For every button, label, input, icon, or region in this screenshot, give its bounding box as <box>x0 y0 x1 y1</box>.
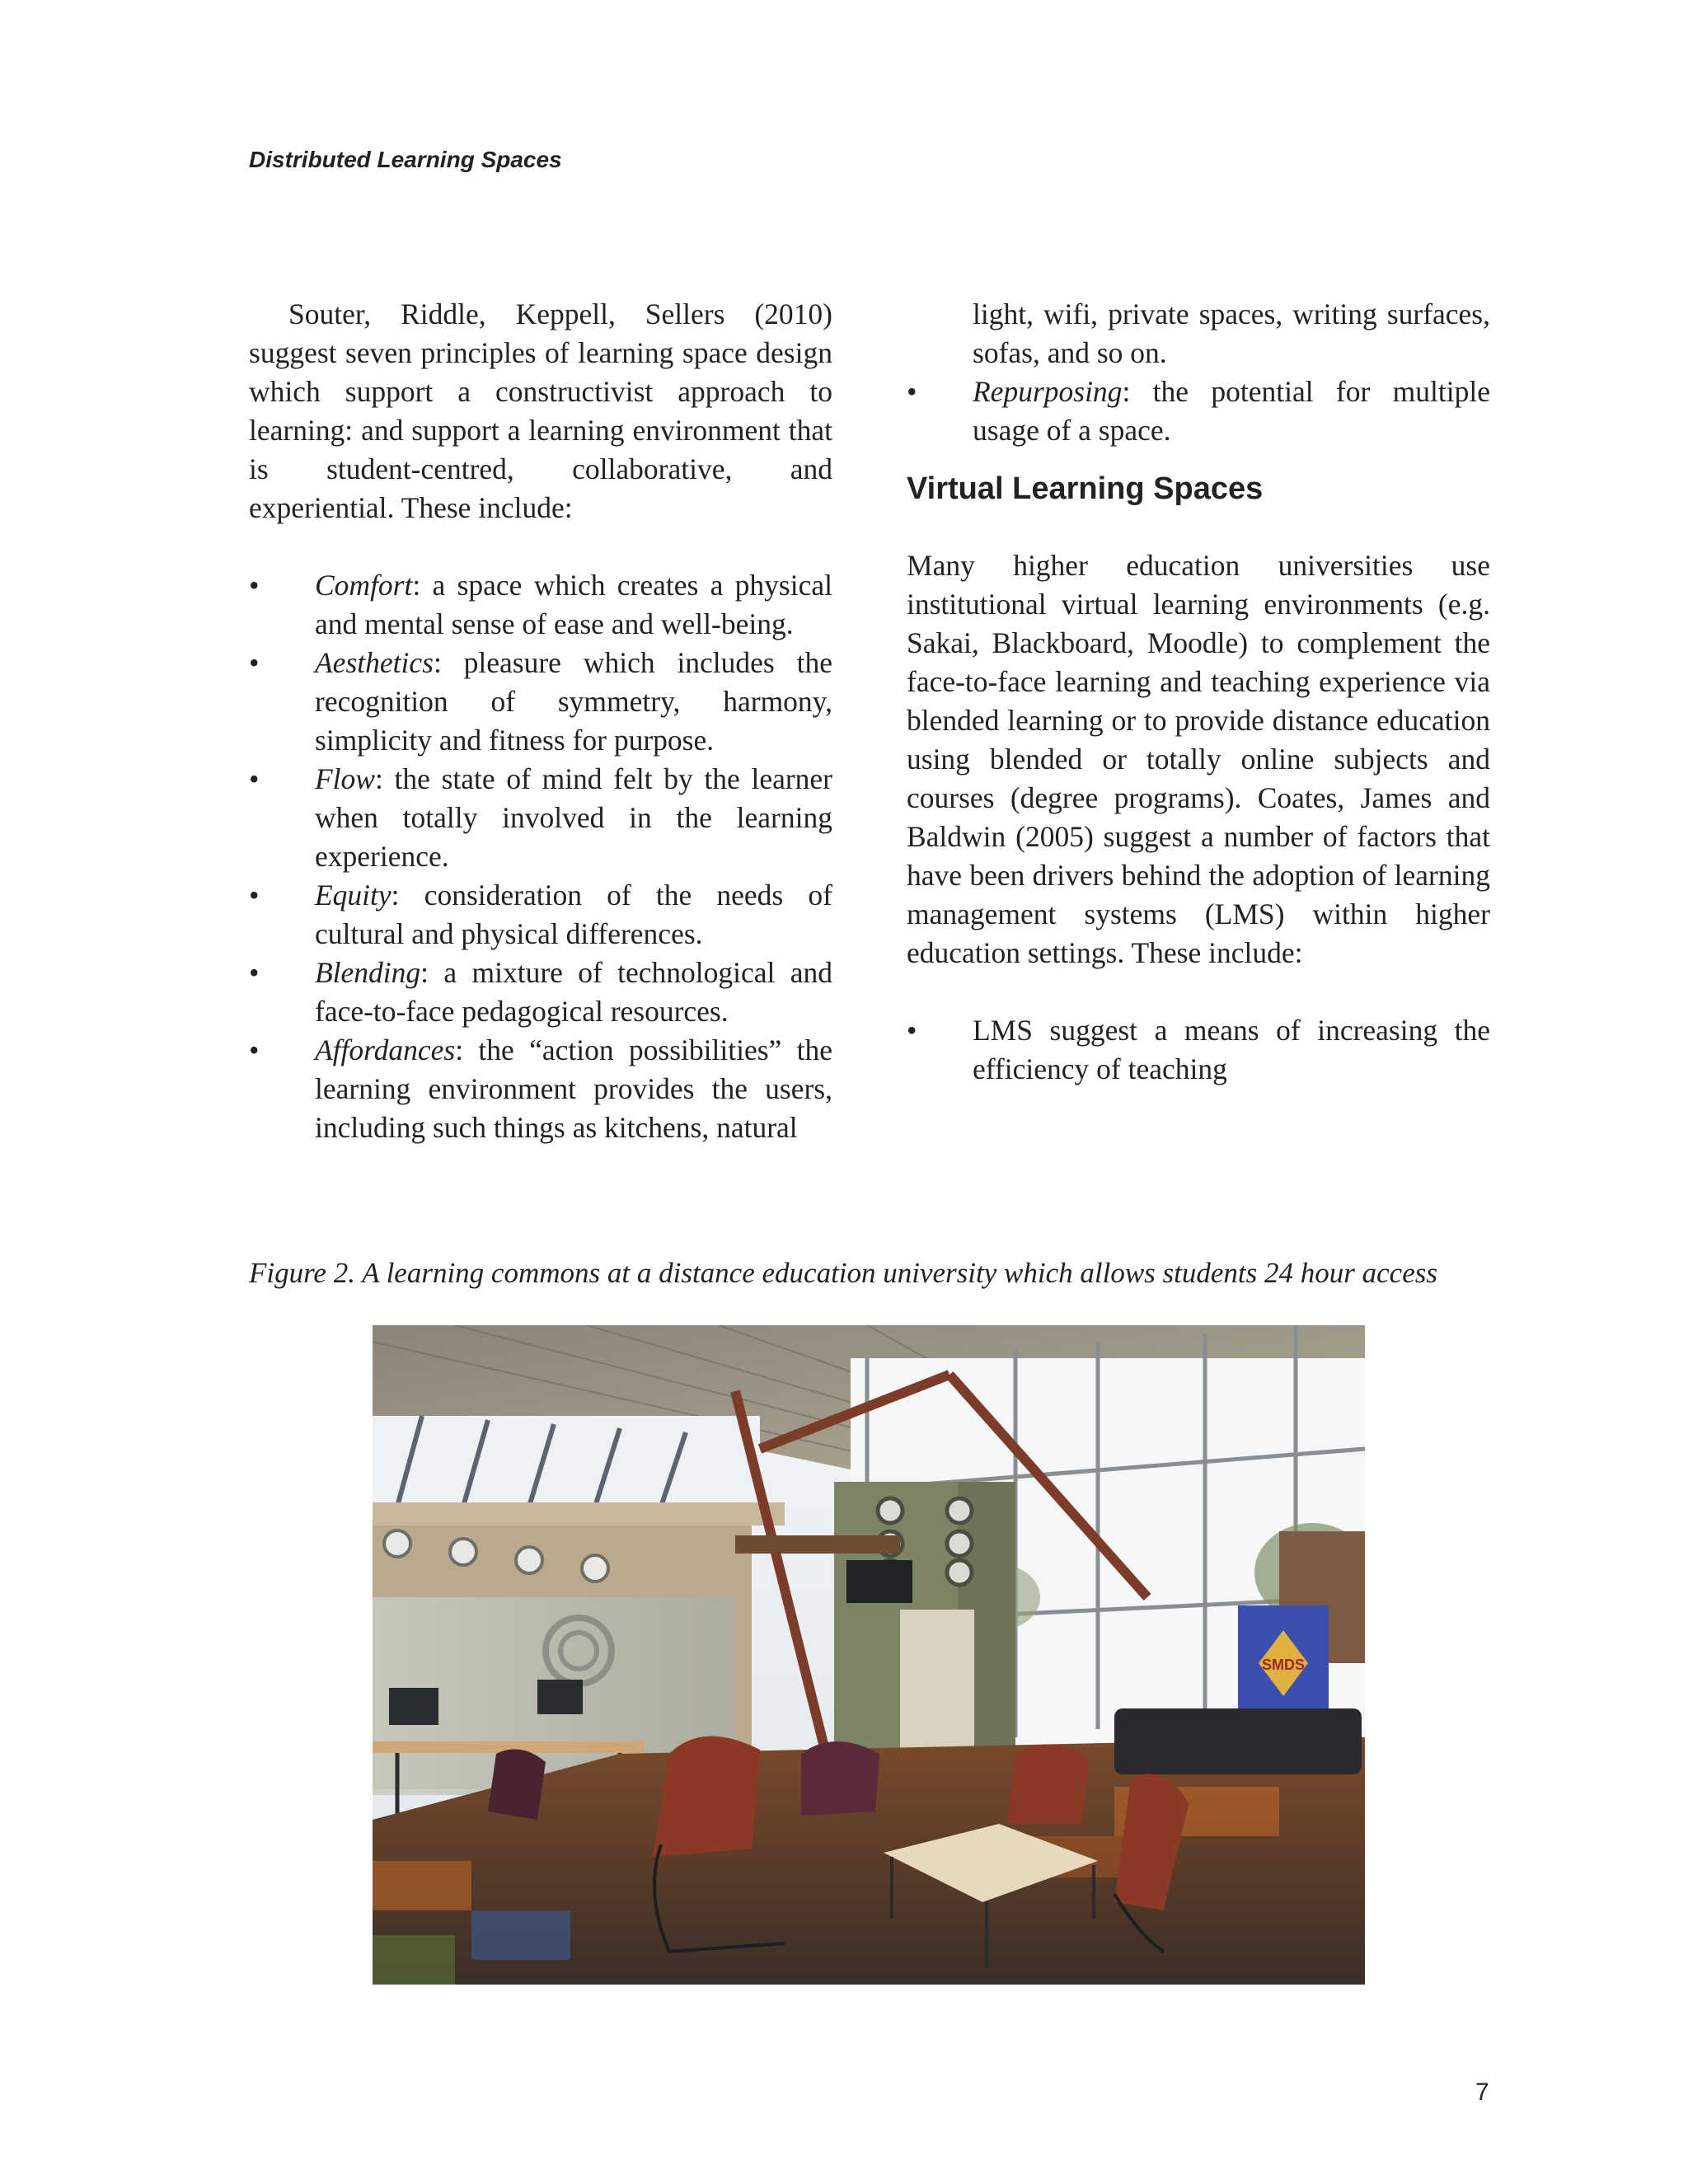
list-item-text: : a mixture of technological and face-to-face pedagogical resources. <box>315 956 832 1028</box>
list-item-text: : the potential for multiple usage of a space. <box>973 375 1490 447</box>
section-heading: Virtual Learning Spaces <box>907 471 1264 506</box>
bullet-icon: • <box>249 956 260 989</box>
list-item-text: : pleasure which includes the recognition of symmetry, harmony, simplicity and fitness for purpose. <box>315 646 832 757</box>
list-item-text: : the “action possibilities” the learning environment provides the users, including such things as kitchens, natural <box>315 1033 832 1144</box>
figure-caption: Figure 2. A learning commons at a distance education university which allows students 24 hour access <box>249 1257 1437 1289</box>
list-item-term: Comfort <box>315 569 413 602</box>
principles-list <box>249 566 832 1147</box>
page-number: 7 <box>1475 2079 1489 2106</box>
list-item-term: Affordances <box>315 1033 456 1066</box>
list-item-term: Repurposing <box>973 375 1123 408</box>
list-item <box>249 566 832 644</box>
list-item <box>249 760 832 876</box>
list-item-text: : a space which creates a physical and mental sense of ease and well-being. <box>315 569 832 640</box>
vending-sign-text: SMDS <box>1261 1657 1306 1673</box>
bullet-icon: • <box>907 1014 917 1047</box>
list-item-text: : the state of mind felt by the learner when totally involved in the learning experience. <box>315 762 832 873</box>
running-head: Distributed Learning Spaces <box>249 147 562 172</box>
list-item-term: Aesthetics <box>315 646 434 679</box>
list-item <box>249 876 832 954</box>
list-item-term: Blending <box>315 956 421 989</box>
list-item <box>249 644 832 760</box>
list-item <box>249 954 832 1031</box>
lms-factors-list <box>907 1011 1490 1089</box>
bullet-icon: • <box>249 569 260 602</box>
left-column <box>249 295 832 1147</box>
bullet-icon: • <box>907 375 917 408</box>
list-item-term: Equity <box>315 879 392 912</box>
continued-list <box>907 295 1490 450</box>
list-item-text: : consideration of the needs of cultural and physical differences. <box>315 879 832 950</box>
list-item-continuation <box>907 295 1490 373</box>
list-item <box>907 1011 1490 1089</box>
list-item-text: LMS suggest a means of increasing the efficiency of teaching <box>973 1014 1490 1085</box>
list-item <box>249 1031 832 1147</box>
list-item-text: light, wifi, private spaces, writing surfaces, sofas, and so on. <box>973 298 1490 369</box>
list-item-term: Flow <box>315 762 375 795</box>
right-column <box>907 295 1490 1089</box>
learning-commons-photo <box>373 1325 1365 1985</box>
list-item <box>907 373 1490 450</box>
bullet-icon: • <box>249 646 260 679</box>
intro-paragraph: Souter, Riddle, Keppell, Sellers (2010) suggest seven principles of learning space design which support a constructivist approach to learning: and support a learning environment that is student-centred, collaborative, and experiential. These include: <box>249 298 832 524</box>
bullet-icon: • <box>249 1033 260 1066</box>
body-paragraph: Many higher education universities use institutional virtual learning environments (e.g. Sakai, Blackboard, Moodle) to complement the face-to-face learning and teaching experience via blended learning or to provide distance education using blended or totally online subjects and courses (degree programs). Coates, James and Baldwin (2005) suggest a number of factors that have been drivers behind the adoption of learning management systems (LMS) within higher education settings. These include: <box>907 549 1490 969</box>
bullet-icon: • <box>249 762 260 795</box>
bullet-icon: • <box>249 879 260 912</box>
